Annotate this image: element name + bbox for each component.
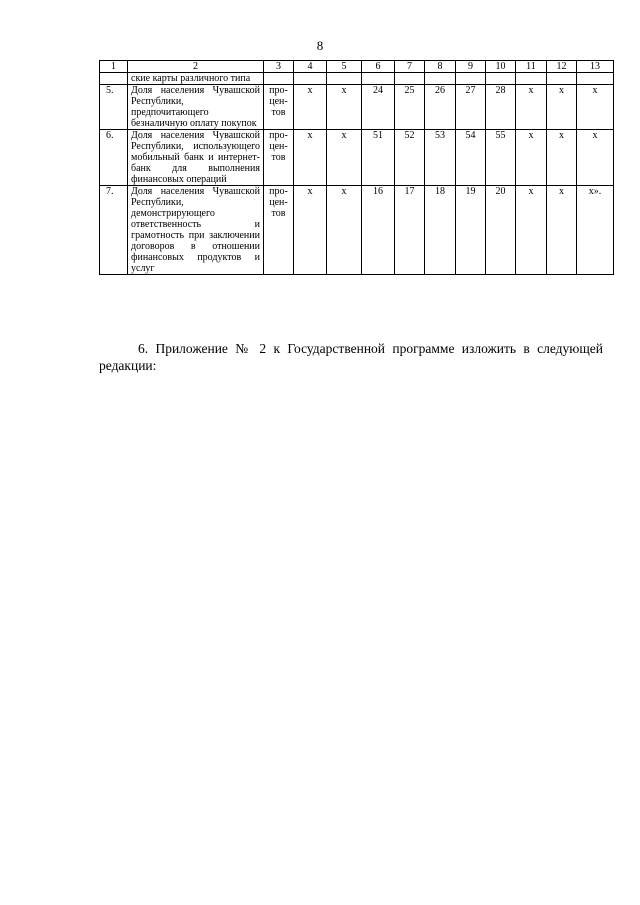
value-cell bbox=[425, 73, 456, 85]
unit-line: цен- bbox=[269, 197, 288, 208]
column-number: 6 bbox=[362, 61, 395, 73]
value-cell: 51 bbox=[362, 130, 395, 186]
row-number: 6. bbox=[100, 130, 128, 186]
value-cell: 52 bbox=[395, 130, 425, 186]
value-cell: x bbox=[577, 130, 614, 186]
unit-line: про- bbox=[269, 186, 288, 197]
column-number: 7 bbox=[395, 61, 425, 73]
value-cell: 17 bbox=[395, 186, 425, 275]
value-cell: x bbox=[547, 85, 577, 130]
row-number bbox=[100, 73, 128, 85]
value-cell: x bbox=[327, 186, 362, 275]
indicator-name: Доля населения Чувашской Республики, демонстрирующего ответственность и грамотность при заключении договоров в отношении финансовых продуктов и услуг bbox=[128, 186, 264, 275]
row-number: 5. bbox=[100, 85, 128, 130]
amendment-paragraph: 6. Приложение № 2 к Государственной программе изложить в следующей редакции: bbox=[99, 341, 603, 373]
unit-cell bbox=[264, 130, 294, 186]
value-cell bbox=[362, 73, 395, 85]
unit-line: тов bbox=[271, 152, 286, 163]
value-cell: 28 bbox=[486, 85, 516, 130]
value-cell bbox=[294, 73, 327, 85]
column-number: 9 bbox=[456, 61, 486, 73]
value-cell: x bbox=[294, 186, 327, 275]
value-cell: x bbox=[294, 130, 327, 186]
unit-cell bbox=[264, 85, 294, 130]
table-row bbox=[100, 85, 614, 130]
unit-cell bbox=[264, 73, 294, 85]
page-number: 8 bbox=[316, 38, 324, 53]
value-cell: 55 bbox=[486, 130, 516, 186]
value-cell bbox=[577, 73, 614, 85]
value-cell: x bbox=[516, 130, 547, 186]
indicator-name: Доля населения Чувашской Республики, использующего мобильный банк и интернет-банк для выполнения финансовых операций bbox=[128, 130, 264, 186]
unit-cell bbox=[264, 186, 294, 275]
column-number: 8 bbox=[425, 61, 456, 73]
table-row bbox=[100, 130, 614, 186]
value-cell: 53 bbox=[425, 130, 456, 186]
value-cell: x bbox=[577, 85, 614, 130]
indicators-table bbox=[99, 60, 614, 275]
unit-line: про- bbox=[269, 130, 288, 141]
value-cell bbox=[516, 73, 547, 85]
indicator-name: ские карты различного типа bbox=[128, 73, 264, 85]
value-cell bbox=[486, 73, 516, 85]
unit-line: тов bbox=[271, 208, 286, 219]
value-cell bbox=[395, 73, 425, 85]
value-cell bbox=[547, 73, 577, 85]
value-cell: 19 bbox=[456, 186, 486, 275]
value-cell: x bbox=[294, 85, 327, 130]
value-cell: 16 bbox=[362, 186, 395, 275]
column-number: 3 bbox=[264, 61, 294, 73]
column-number: 1 bbox=[100, 61, 128, 73]
column-number: 13 bbox=[577, 61, 614, 73]
column-number: 4 bbox=[294, 61, 327, 73]
table-header-row bbox=[100, 61, 614, 73]
column-number: 5 bbox=[327, 61, 362, 73]
unit-line: цен- bbox=[269, 96, 288, 107]
table-row-continuation bbox=[100, 73, 614, 85]
row-number: 7. bbox=[100, 186, 128, 275]
column-number: 10 bbox=[486, 61, 516, 73]
value-cell: x». bbox=[577, 186, 614, 275]
value-cell bbox=[456, 73, 486, 85]
value-cell: 24 bbox=[362, 85, 395, 130]
value-cell: x bbox=[327, 130, 362, 186]
unit-line: про- bbox=[269, 85, 288, 96]
indicator-name: Доля населения Чувашской Республики, предпочитающего безналичную оплату покупок bbox=[128, 85, 264, 130]
value-cell: 26 bbox=[425, 85, 456, 130]
value-cell: 18 bbox=[425, 186, 456, 275]
value-cell: x bbox=[516, 85, 547, 130]
value-cell: 54 bbox=[456, 130, 486, 186]
column-number: 2 bbox=[128, 61, 264, 73]
value-cell: 20 bbox=[486, 186, 516, 275]
unit-line: цен- bbox=[269, 141, 288, 152]
value-cell: x bbox=[516, 186, 547, 275]
value-cell: 25 bbox=[395, 85, 425, 130]
column-number: 12 bbox=[547, 61, 577, 73]
column-number: 11 bbox=[516, 61, 547, 73]
value-cell: 27 bbox=[456, 85, 486, 130]
unit-line: тов bbox=[271, 107, 286, 118]
value-cell bbox=[327, 73, 362, 85]
table-row bbox=[100, 186, 614, 275]
value-cell: x bbox=[547, 130, 577, 186]
value-cell: x bbox=[547, 186, 577, 275]
value-cell: x bbox=[327, 85, 362, 130]
